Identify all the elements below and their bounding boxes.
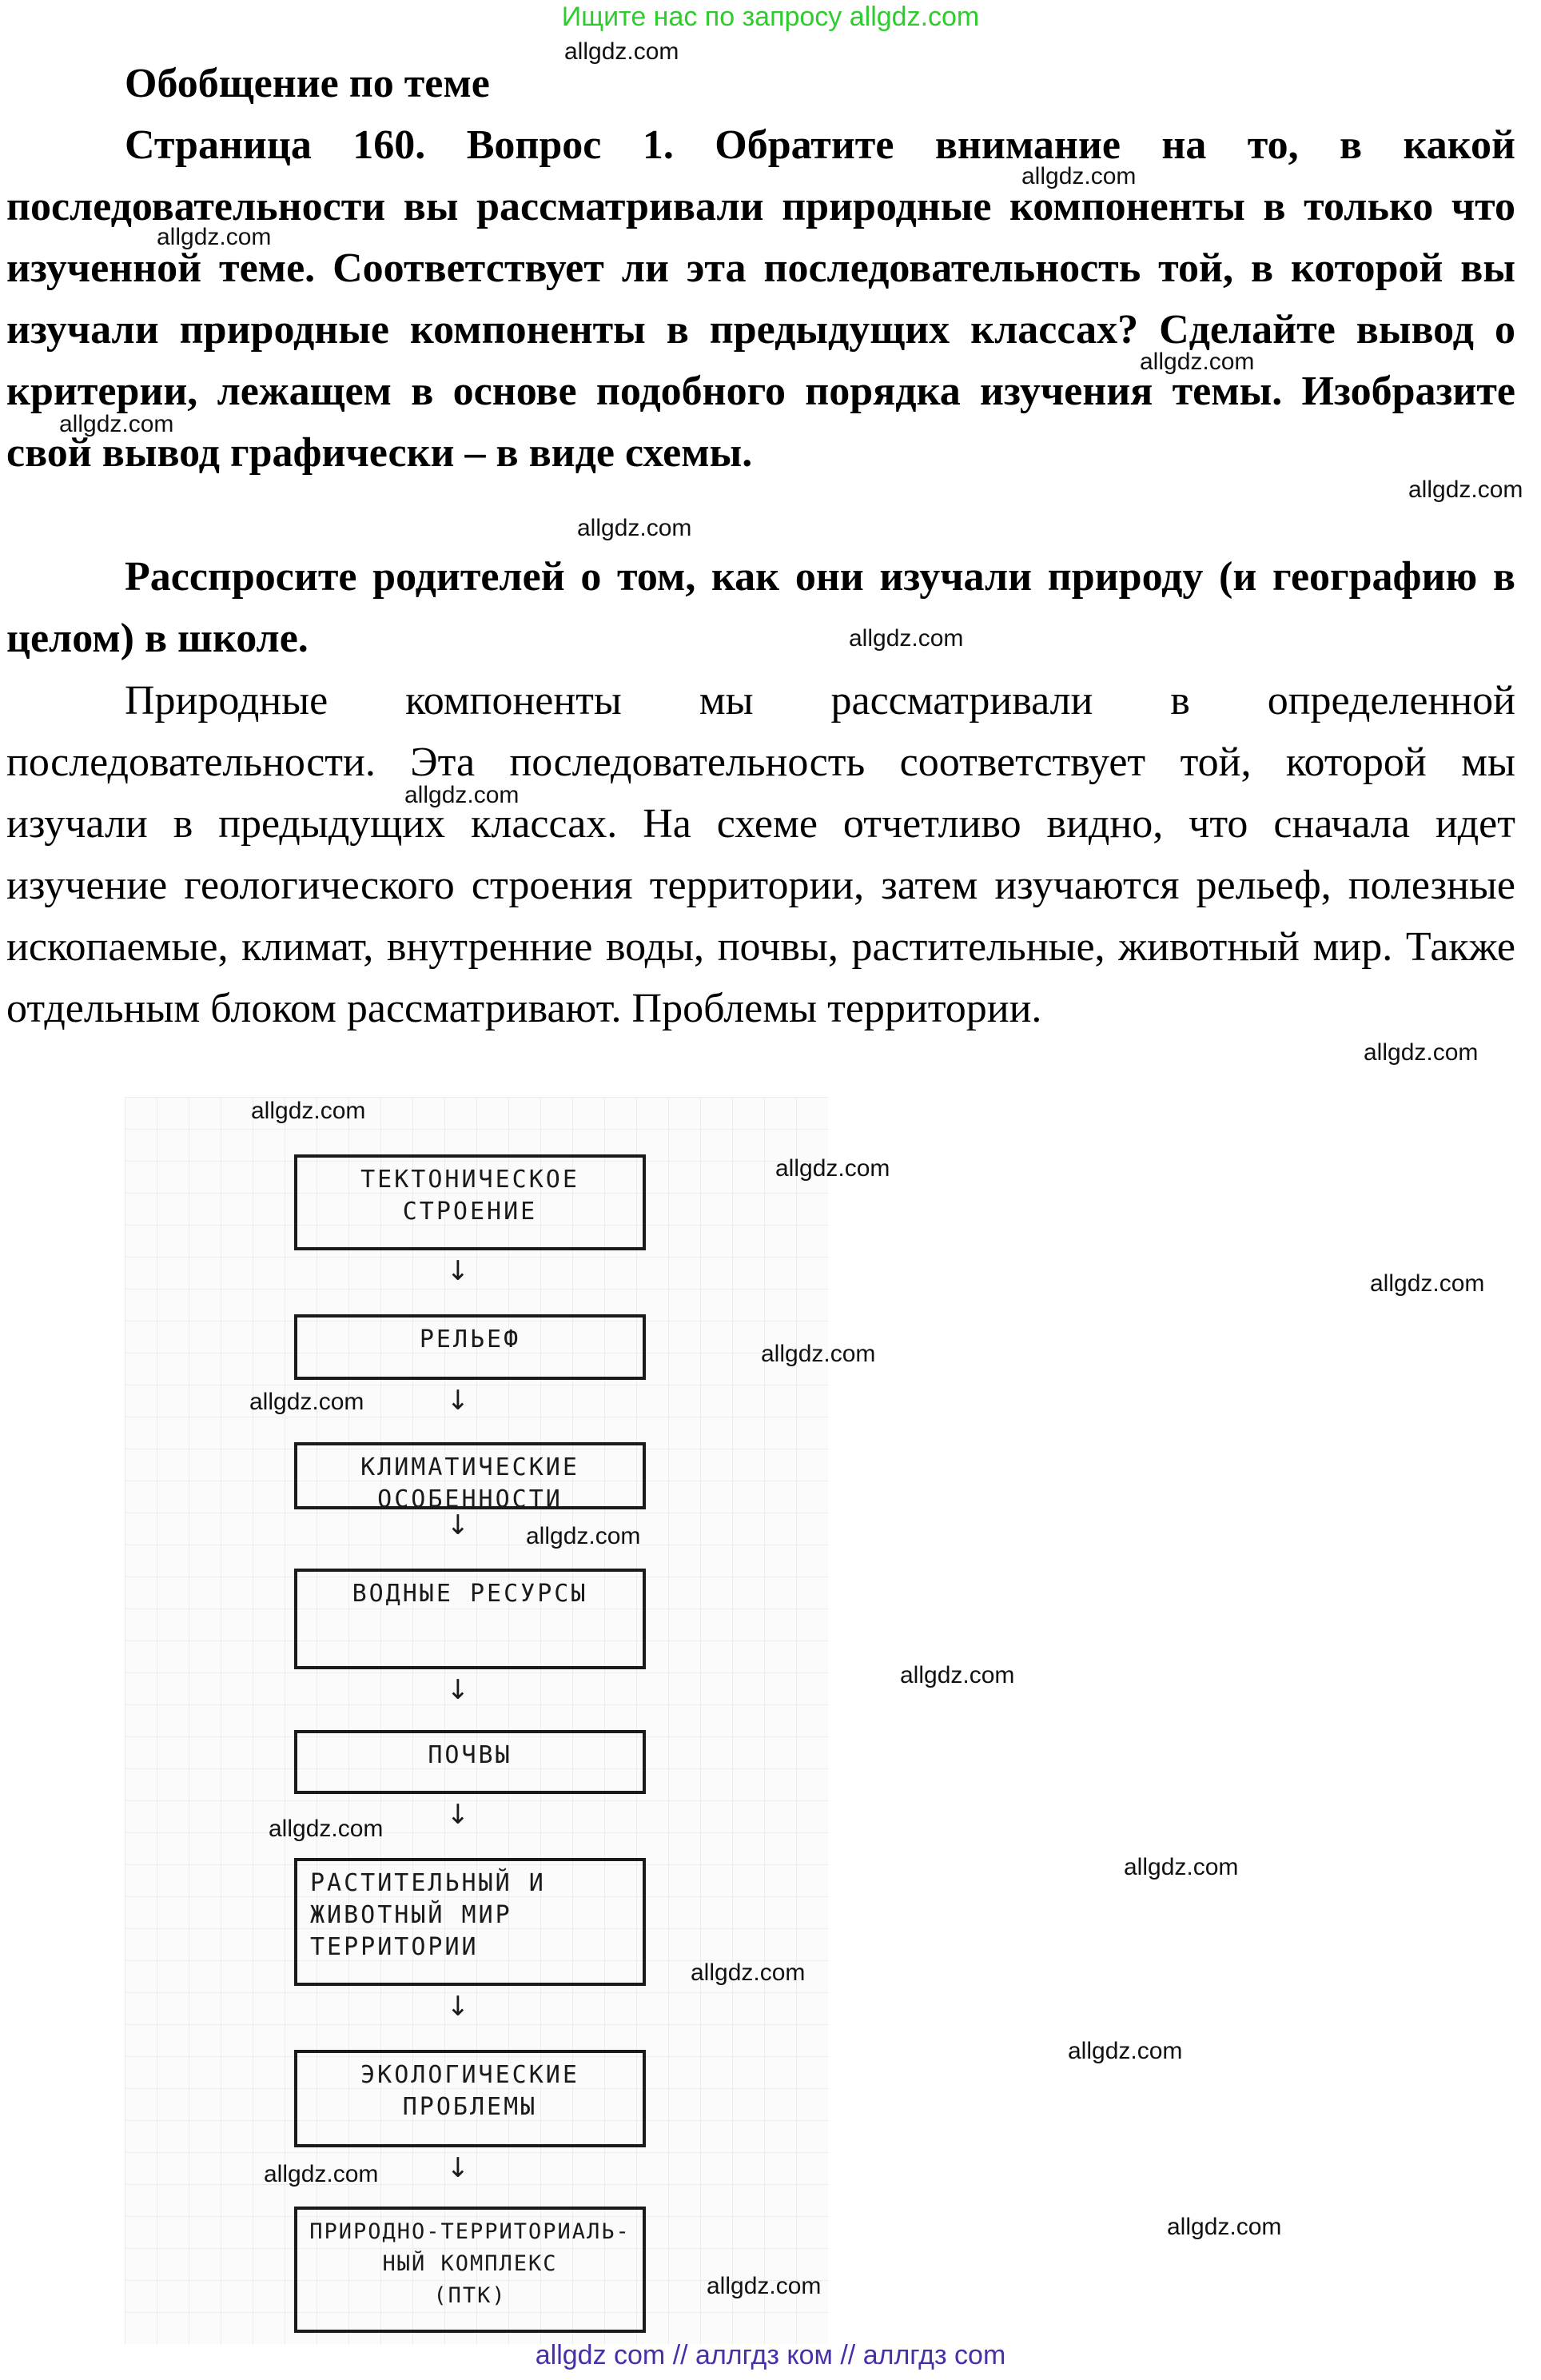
watermark[interactable]: allgdz.com: [1364, 1039, 1479, 1066]
watermark[interactable]: allgdz.com: [1408, 476, 1523, 503]
down-arrow-icon: ↓: [446, 2152, 470, 2184]
watermark[interactable]: allgdz.com: [900, 1662, 1015, 1688]
down-arrow-icon: ↓: [446, 1255, 470, 1287]
down-arrow-icon: ↓: [446, 1991, 470, 2023]
watermark[interactable]: allgdz.com: [707, 2273, 822, 2299]
watermark[interactable]: allgdz.com: [269, 1816, 384, 1842]
watermark[interactable]: allgdz.com: [59, 411, 174, 437]
watermark[interactable]: allgdz.com: [1124, 1854, 1239, 1880]
flow-scheme: [125, 1097, 828, 2344]
scheme-box-climate: КЛИМАТИЧЕСКИЕ ОСОБЕННОСТИ: [294, 1442, 646, 1509]
watermark[interactable]: allgdz.com: [691, 1959, 806, 1986]
watermark[interactable]: allgdz.com: [157, 224, 272, 250]
watermark[interactable]: allgdz.com: [577, 515, 692, 541]
watermark[interactable]: allgdz.com: [404, 782, 520, 808]
scheme-box-soils: ПОЧВЫ: [294, 1730, 646, 1794]
watermark[interactable]: allgdz.com: [1167, 2214, 1282, 2240]
down-arrow-icon: ↓: [446, 1509, 470, 1541]
down-arrow-icon: ↓: [446, 1799, 470, 1831]
watermark[interactable]: allgdz.com: [251, 1098, 366, 1124]
scheme-box-eco-problems: ЭКОЛОГИЧЕСКИЕ ПРОБЛЕМЫ: [294, 2050, 646, 2147]
footer-links[interactable]: allgdz com // аллгдз ком // аллгдз com: [535, 2340, 1006, 2370]
scheme-box-flora-fauna: РАСТИТЕЛЬНЫЙ И ЖИВОТНЫЙ МИР ТЕРРИТОРИИ: [294, 1858, 646, 1986]
watermark[interactable]: allgdz.com: [1370, 1270, 1485, 1297]
section-heading: Обобщение по теме: [125, 61, 490, 106]
answer-text: Природные компоненты мы рассматривали в определенной последовательности. Эта последовательность соответствует той, которой мы изучали в предыдущих классах. На схеме отчетливо видно, что сначала идет изучение геологического строения территории, затем изучаются рельеф, полезные ископаемые, климат, внутренние воды, почвы, растительные, животный мир. Также отдельным блоком рассматривают. Проблемы территории.: [6, 678, 1515, 1031]
watermark[interactable]: allgdz.com: [1140, 349, 1255, 375]
watermark[interactable]: allgdz.com: [249, 1389, 364, 1415]
scheme-box-relief: РЕЛЬЕФ: [294, 1314, 646, 1380]
task-text: Расспросите родителей о том, как они изучали природу (и географию в целом) в школе.: [6, 554, 1515, 661]
scheme-box-water: ВОДНЫЕ РЕСУРСЫ: [294, 1569, 646, 1669]
watermark[interactable]: allgdz.com: [564, 38, 679, 65]
watermark[interactable]: allgdz.com: [264, 2161, 379, 2187]
scheme-box-tectonic: ТЕКТОНИЧЕСКОЕ СТРОЕНИЕ: [294, 1154, 646, 1250]
down-arrow-icon: ↓: [446, 1385, 470, 1417]
watermark[interactable]: allgdz.com: [526, 1523, 641, 1549]
top-banner[interactable]: Ищите нас по запросу allgdz.com: [561, 2, 980, 32]
watermark[interactable]: allgdz.com: [1068, 2038, 1183, 2064]
scheme-box-ptk: ПРИРОДНО-ТЕРРИТОРИАЛЬ- НЫЙ КОМПЛЕКС (ПТК): [294, 2207, 646, 2333]
watermark[interactable]: allgdz.com: [849, 625, 964, 652]
down-arrow-icon: ↓: [446, 1674, 470, 1706]
watermark[interactable]: allgdz.com: [1021, 163, 1137, 189]
question-text: Страница 160. Вопрос 1. Обратите внимание на то, в какой последовательности вы рассматривали природные компоненты в только что изученной теме. Соответствует ли эта последовательность той, в которой вы изучали природные компоненты в предыдущих классах? Сделайте вывод о критерии, лежащем в основе подобного порядка изучения темы. Изобразите свой вывод графически – в виде схемы.: [6, 122, 1515, 476]
watermark[interactable]: allgdz.com: [761, 1341, 876, 1367]
watermark[interactable]: allgdz.com: [775, 1155, 890, 1182]
